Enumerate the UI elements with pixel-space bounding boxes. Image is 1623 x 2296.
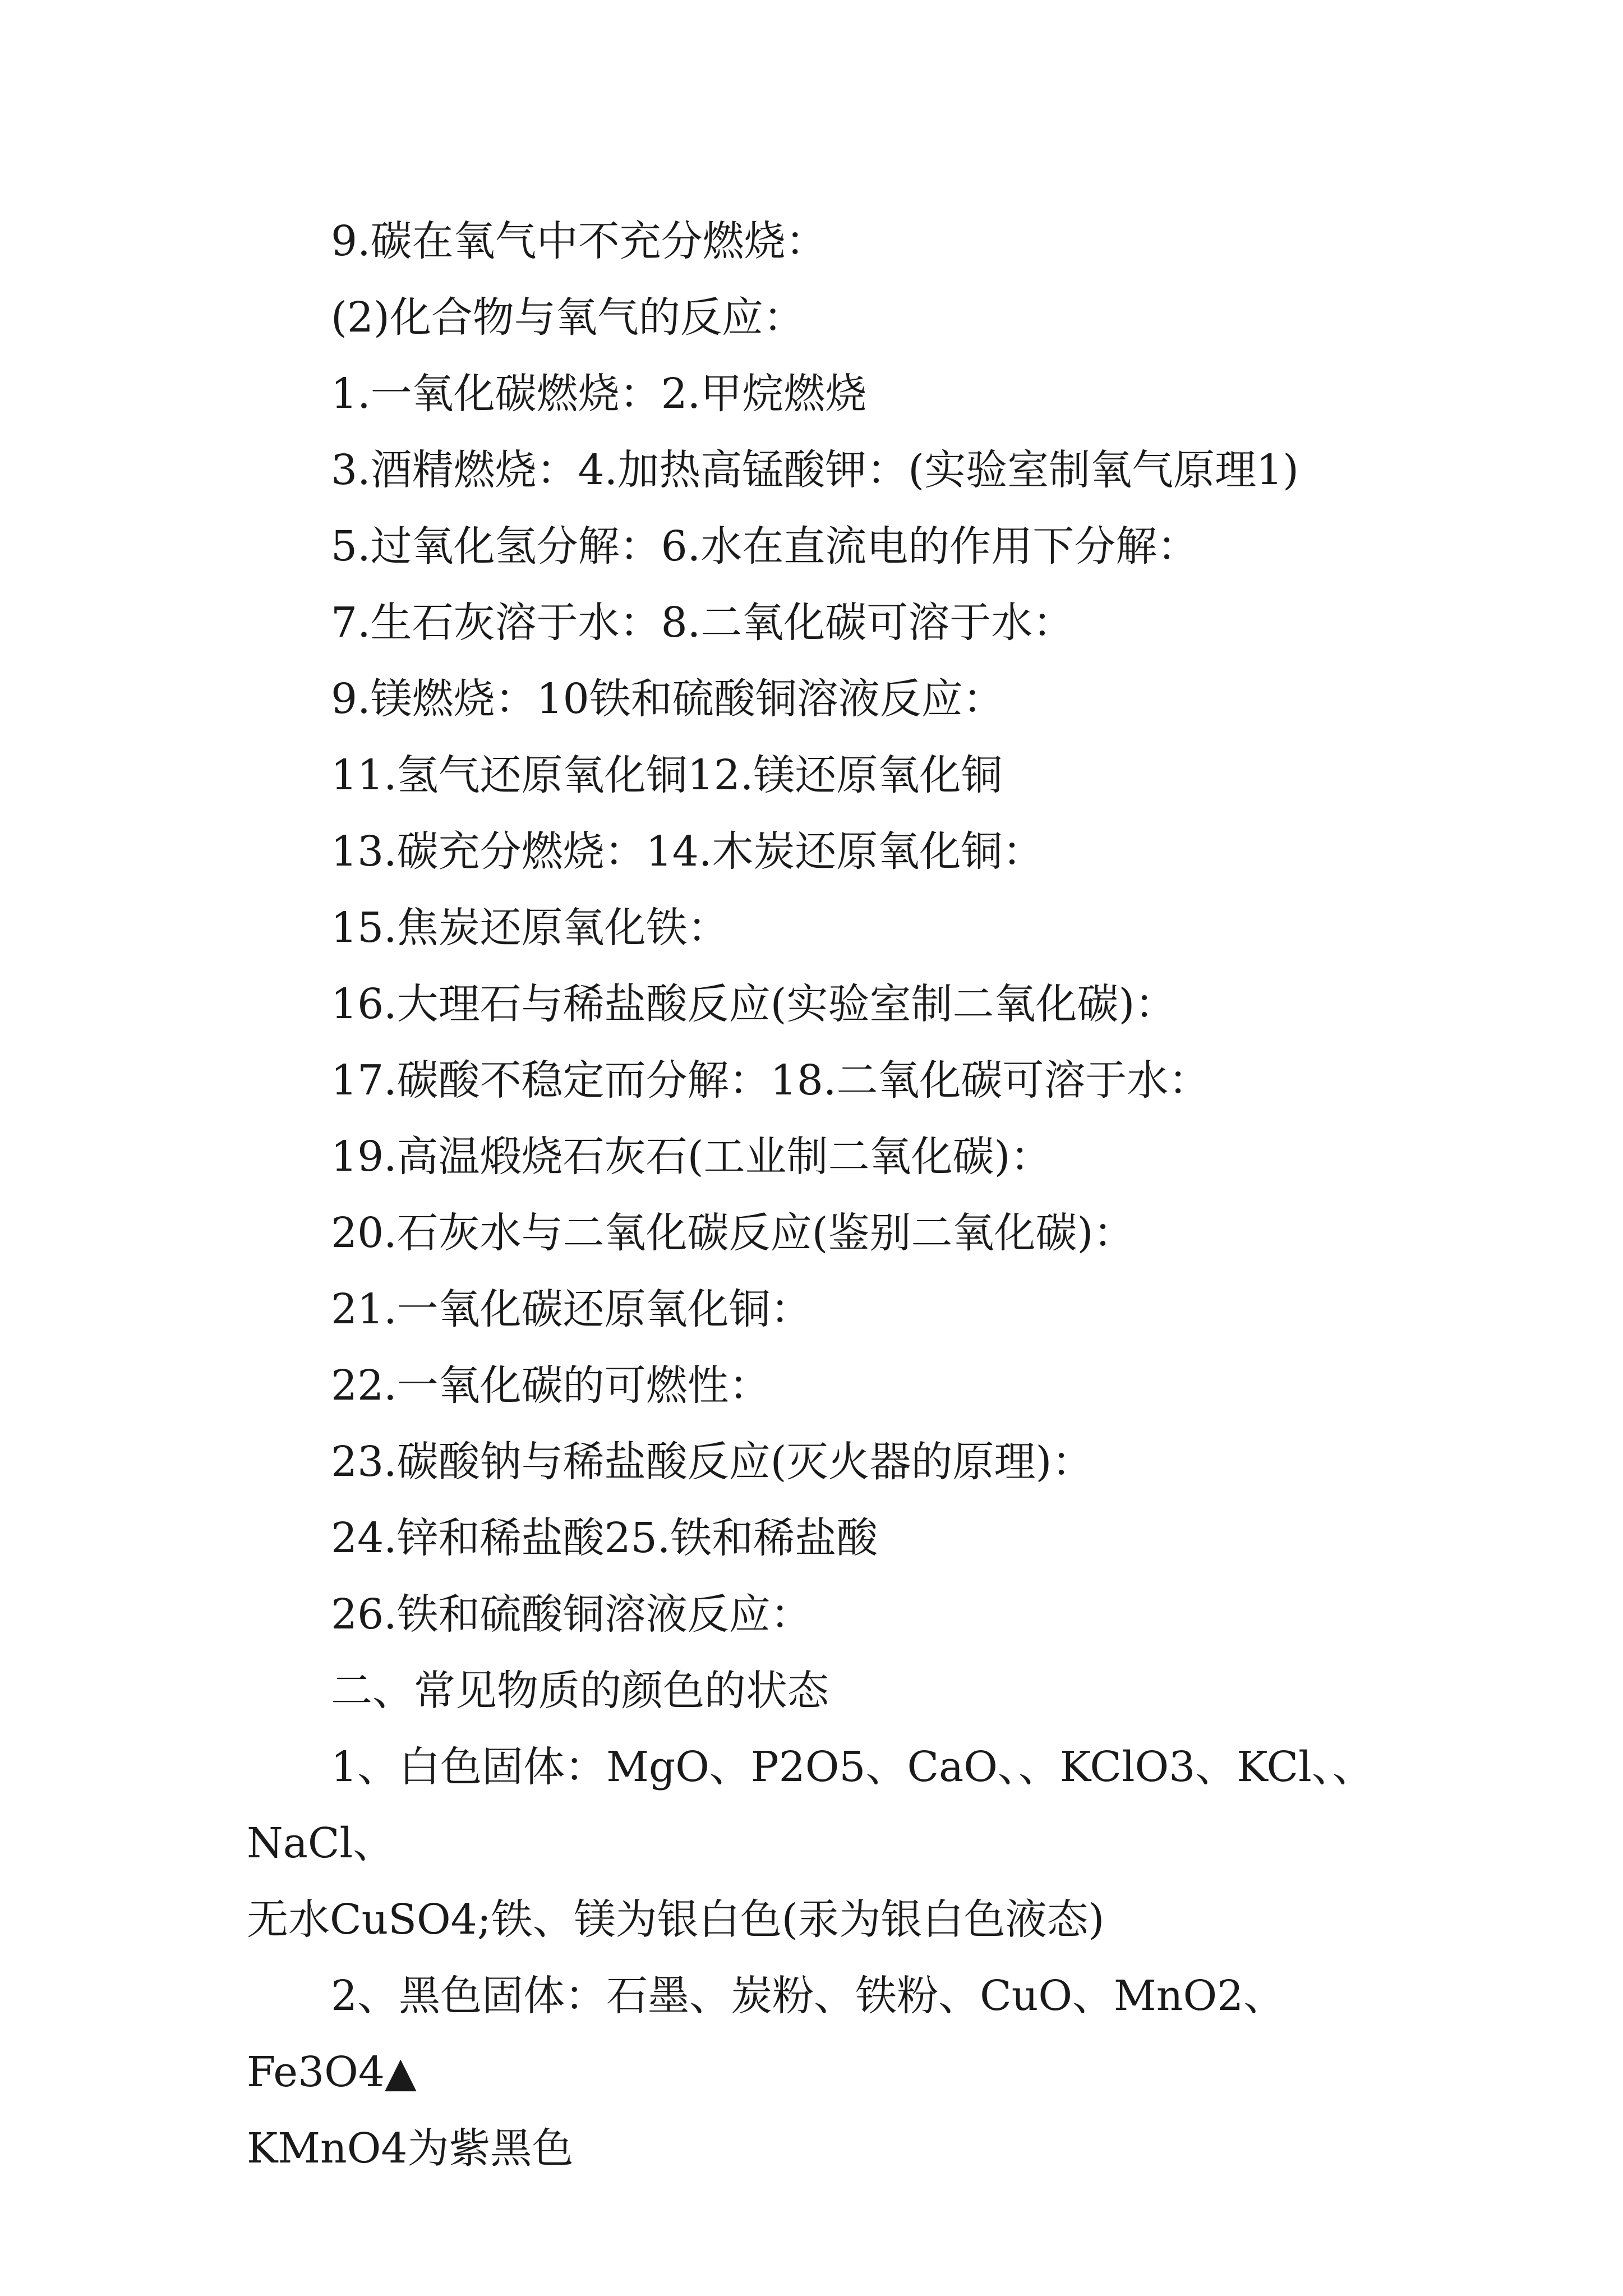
text-line: 3.酒精燃烧：4.加热高锰酸钾：(实验室制氧气原理1): [331, 446, 1299, 494]
paragraph-black-solids: [247, 1958, 1391, 2187]
text-line: 17.碳酸不稳定而分解：18.二氧化碳可溶于水：: [331, 1056, 1210, 1105]
paragraph-line: 无水CuSO4;铁、镁为银白色(汞为银白色液态): [247, 1895, 1105, 1944]
text-line: 20.石灰水与二氧化碳反应(鉴别二氧化碳)：: [331, 1209, 1135, 1257]
text-line: 11.氢气还原氧化铜12.镁还原氧化铜: [331, 751, 1003, 799]
paragraph-line: 1、白色固体：MgO、P2O5、CaO、、KClO3、KCl、、NaCl、: [247, 1743, 1374, 1867]
text-line: 22.一氧化碳的可燃性：: [331, 1361, 771, 1410]
document-body: [247, 203, 1391, 2187]
text-line: 16.大理石与稀盐酸反应(实验室制二氧化碳)：: [331, 980, 1177, 1028]
text-line: 1.一氧化碳燃烧：2.甲烷燃烧: [331, 370, 867, 418]
text-line: 5.过氧化氢分解：6.水在直流电的作用下分解：: [331, 522, 1199, 570]
text-line: 9.镁燃烧：10铁和硫酸铜溶液反应：: [331, 675, 1004, 723]
paragraph-line: 2、黑色固体：石墨、炭粉、铁粉、CuO、MnO2、Fe3O4▲: [247, 1972, 1285, 2096]
text-line: 24.锌和稀盐酸25.铁和稀盐酸: [331, 1514, 878, 1562]
paragraph-white-solids: [247, 1729, 1391, 1958]
text-line: 9.碳在氧气中不充分燃烧：: [331, 217, 827, 265]
section-heading: 二、常见物质的颜色的状态: [331, 1667, 829, 1715]
text-line: 19.高温煅烧石灰石(工业制二氧化碳)：: [331, 1133, 1052, 1181]
text-line: 13.碳充分燃烧：14.木炭还原氧化铜：: [331, 827, 1044, 876]
text-line: 15.焦炭还原氧化铁：: [331, 904, 729, 952]
text-line: 23.碳酸钠与稀盐酸反应(灭火器的原理)：: [331, 1438, 1094, 1486]
paragraph-line: KMnO4为紫黑色: [247, 2124, 574, 2173]
text-line: 21.一氧化碳还原氧化铜：: [331, 1285, 812, 1333]
text-line: 7.生石灰溶于水：8.二氧化碳可溶于水：: [331, 599, 1075, 647]
section-heading: (2)化合物与氧气的反应：: [331, 293, 805, 342]
text-line: 26.铁和硫酸铜溶液反应：: [331, 1590, 812, 1639]
